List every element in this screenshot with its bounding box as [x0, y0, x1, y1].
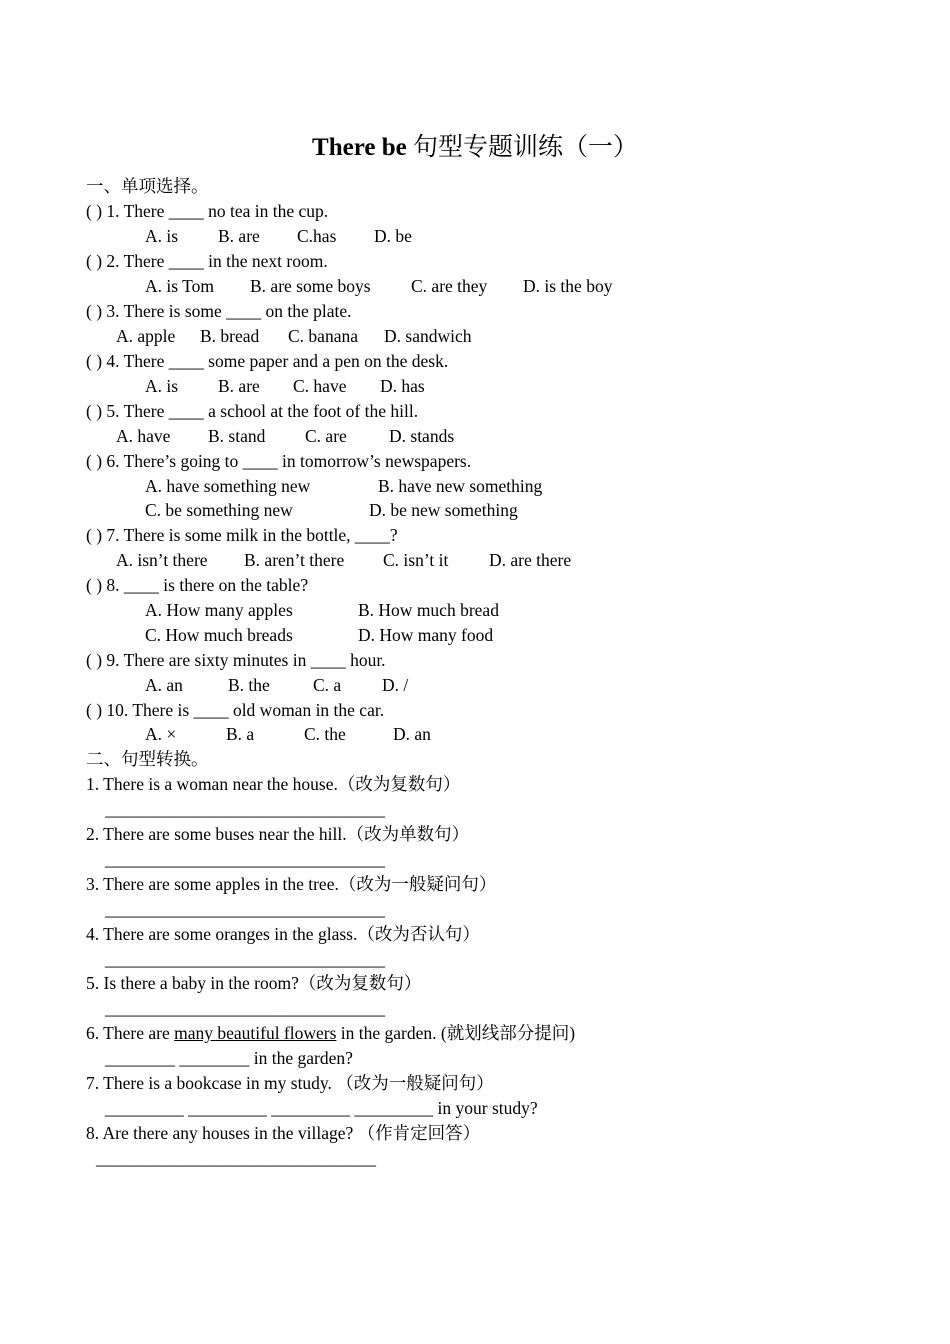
transform-6-after: in the garden. (就划线部分提问): [336, 1023, 576, 1043]
title-rest: 句型专题训练（一）: [406, 134, 638, 161]
option-7b: B. aren’t there: [244, 550, 345, 570]
option-2d: D. is the boy: [523, 276, 613, 296]
option-1b: B. are: [218, 226, 260, 246]
option-4a: A. is: [145, 376, 179, 396]
option-3a: A. apple: [116, 326, 176, 346]
answer-line-7: _________ _________ _________ _________ in your study?: [105, 1098, 538, 1118]
question-6: ( ) 6. There’s going to ____ in tomorrow’s newspapers.: [86, 451, 472, 471]
question-5: ( ) 5. There ____ a school at the foot of the hill.: [86, 401, 419, 421]
option-10b: B. a: [226, 724, 255, 744]
transform-6-before: 6. There are: [86, 1023, 175, 1043]
option-10d: D. an: [393, 724, 431, 744]
option-6d: D. be new something: [369, 500, 518, 520]
option-1d: D. be: [374, 226, 412, 246]
option-9a: A. an: [145, 675, 183, 695]
page-title: [0, 130, 950, 166]
option-3d: D. sandwich: [384, 326, 472, 346]
option-8c: C. How much breads: [145, 625, 293, 645]
question-8: ( ) 8. ____ is there on the table?: [86, 575, 309, 595]
option-7c: C. isn’t it: [383, 550, 449, 570]
transform-3: 3. There are some apples in the tree.（改为一般疑问句）: [86, 874, 497, 894]
option-5d: D. stands: [389, 426, 455, 446]
option-8b: B. How much bread: [358, 600, 499, 620]
question-9: ( ) 9. There are sixty minutes in ____ hour.: [86, 650, 386, 670]
option-3b: B. bread: [200, 326, 260, 346]
option-6b: B. have new something: [378, 476, 543, 496]
option-2c: C. are they: [411, 276, 488, 296]
option-10c: C. the: [304, 724, 346, 744]
answer-line-4: ________________________________: [105, 949, 385, 969]
option-4c: C. have: [293, 376, 347, 396]
option-1c: C.has: [297, 226, 337, 246]
question-10: ( ) 10. There is ____ old woman in the car.: [86, 700, 385, 720]
title-bold: There be: [312, 134, 407, 161]
option-8a: A. How many apples: [145, 600, 293, 620]
option-9d: D. /: [382, 675, 409, 695]
option-5a: A. have: [116, 426, 171, 446]
answer-line-2: ________________________________: [105, 849, 385, 869]
answer-line-1: ________________________________: [105, 799, 385, 819]
option-4d: D. has: [380, 376, 425, 396]
transform-2: 2. There are some buses near the hill.（改为单数句）: [86, 824, 470, 844]
answer-line-3: ________________________________: [105, 899, 385, 919]
transform-8: 8. Are there any houses in the village? （作肯定回答）: [86, 1123, 481, 1143]
question-7: ( ) 7. There is some milk in the bottle, ____?: [86, 525, 398, 545]
option-7d: D. are there: [489, 550, 572, 570]
option-5b: B. stand: [208, 426, 266, 446]
option-2b: B. are some boys: [250, 276, 371, 296]
section1-heading: 一、单项选择。: [86, 176, 209, 196]
option-4b: B. are: [218, 376, 260, 396]
transform-6-underlined: many beautiful flowers: [174, 1023, 337, 1043]
option-7a: A. isn’t there: [116, 550, 208, 570]
option-8d: D. How many food: [358, 625, 494, 645]
option-10a: A. ×: [145, 724, 177, 744]
option-1a: A. is: [145, 226, 179, 246]
option-6c: C. be something new: [145, 500, 293, 520]
answer-line-6: ________ ________ in the garden?: [105, 1048, 353, 1068]
answer-line-5: ________________________________: [105, 998, 385, 1018]
question-3: ( ) 3. There is some ____ on the plate.: [86, 301, 352, 321]
option-9c: C. a: [313, 675, 342, 695]
transform-4: 4. There are some oranges in the glass.（改为否认句）: [86, 924, 480, 944]
question-1: ( ) 1. There ____ no tea in the cup.: [86, 201, 329, 221]
option-9b: B. the: [228, 675, 270, 695]
transform-1: 1. There is a woman near the house.（改为复数句）: [86, 774, 461, 794]
question-2: ( ) 2. There ____ in the next room.: [86, 251, 328, 271]
answer-line-8: ________________________________: [96, 1148, 376, 1168]
section2-heading: 二、句型转换。: [86, 749, 209, 769]
transform-6: [86, 1021, 575, 1045]
option-2a: A. is Tom: [145, 276, 214, 296]
option-6a: A. have something new: [145, 476, 311, 496]
question-4: ( ) 4. There ____ some paper and a pen on the desk.: [86, 351, 449, 371]
option-5c: C. are: [305, 426, 347, 446]
transform-5: 5. Is there a baby in the room?（改为复数句）: [86, 973, 422, 993]
transform-7: 7. There is a bookcase in my study. （改为一般疑问句）: [86, 1073, 494, 1093]
option-3c: C. banana: [288, 326, 358, 346]
